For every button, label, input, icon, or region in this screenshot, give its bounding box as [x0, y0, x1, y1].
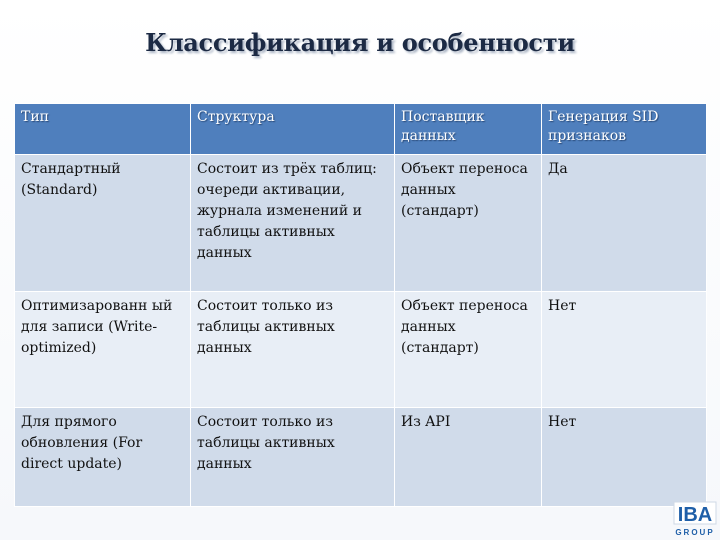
table-cell: Стандартный (Standard) [15, 155, 191, 292]
table-cell: Состоит из трёх таблиц: очереди активации, журнала изменений и таблицы активных данных [191, 155, 395, 292]
header-cell-provider: Поставщик данных [395, 104, 542, 155]
classification-table [14, 103, 707, 507]
table-cell: Да [542, 155, 707, 292]
table-row [15, 408, 707, 507]
header-cell-structure: Структура [191, 104, 395, 155]
table-cell: Нет [542, 408, 707, 507]
table-cell: Нет [542, 292, 707, 408]
logo-text: IBA [677, 504, 713, 526]
table-row [15, 292, 707, 408]
logo-subtext: GROUP [675, 528, 715, 537]
table-cell: Из API [395, 408, 542, 507]
table-cell: Объект переноса данных (стандарт) [395, 155, 542, 292]
table-cell: Состоит только из таблицы активных данных [191, 292, 395, 408]
table-cell: Объект переноса данных (стандарт) [395, 292, 542, 408]
header-cell-sid: Генерация SID признаков [542, 104, 707, 155]
table-row [15, 155, 707, 292]
header-cell-type: Тип [15, 104, 191, 155]
table-cell: Для прямого обновления (For direct update) [15, 408, 191, 507]
iba-group-logo [668, 493, 720, 540]
slide-title: Классификация и особенности [145, 28, 575, 57]
table-cell: Состоит только из таблицы активных данных [191, 408, 395, 507]
table-cell: Оптимизарованн ый для записи (Write-optimized) [15, 292, 191, 408]
table-header-row [15, 104, 707, 155]
